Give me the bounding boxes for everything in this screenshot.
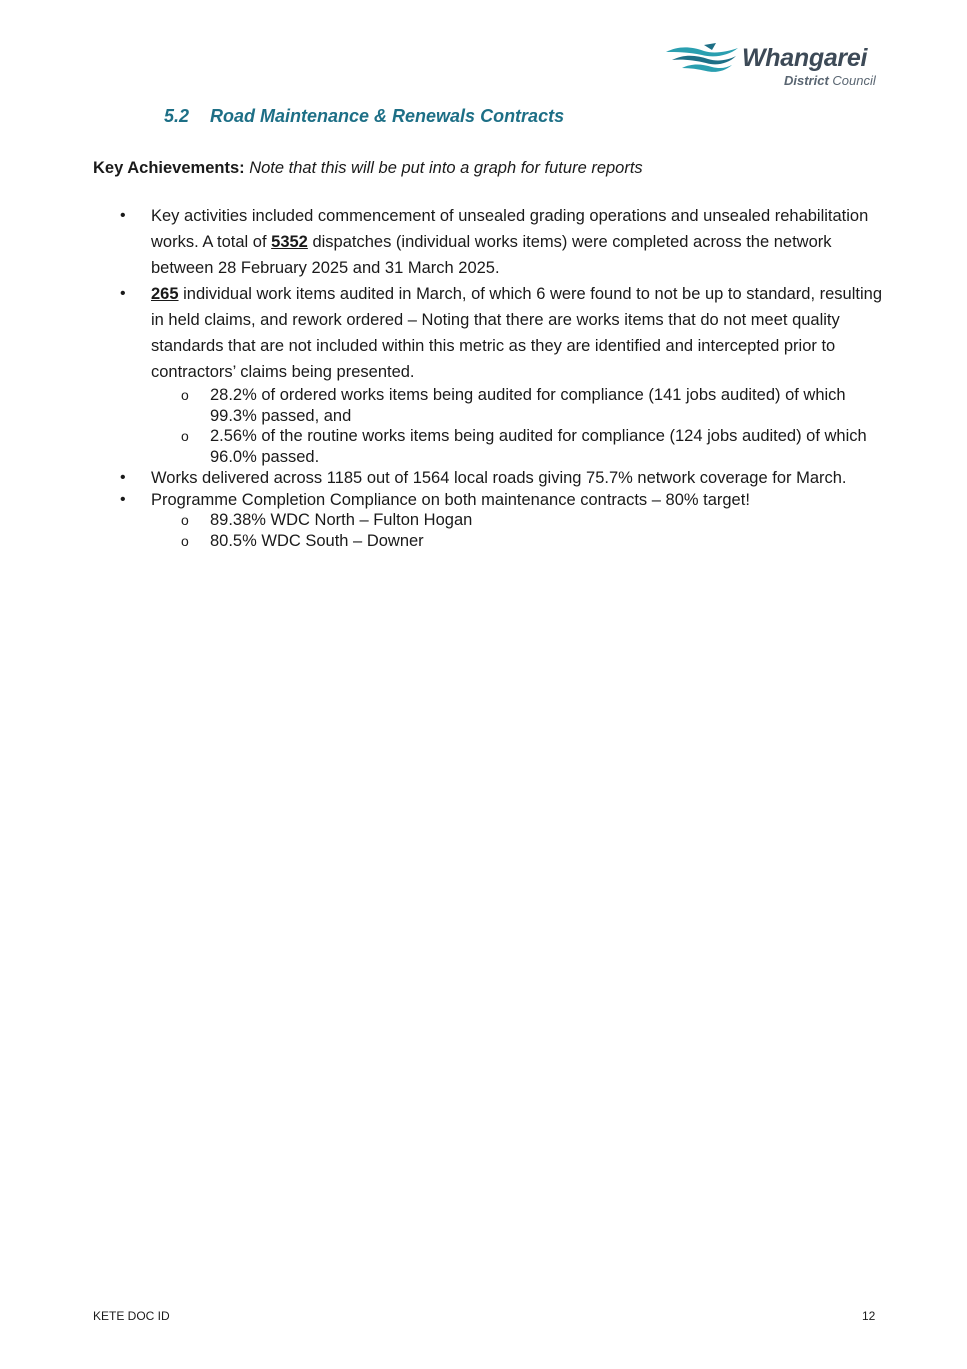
achievements-list bbox=[93, 203, 883, 551]
wave-logo-icon bbox=[664, 42, 740, 74]
item-text-post: individual work items audited in March, of which 6 were found to not be up to standard, resulting in held claims, and rework ordered – Noting that there are works items that do not meet quality standards that are not included within this metric as they are identified and intercepted prior to contractors’ claims being presented. bbox=[151, 285, 883, 381]
audit-count: 265 bbox=[151, 285, 179, 303]
sub-item-text: 2.56% of the routine works items being audited for compliance (124 jobs audited) of which 96.0% passed. bbox=[210, 427, 867, 466]
key-achievements-label: Key Achievements: bbox=[93, 159, 245, 177]
footer-doc-id: KETE DOC ID bbox=[93, 1309, 170, 1323]
bullet-icon: • bbox=[120, 469, 126, 486]
circle-bullet-icon: o bbox=[181, 532, 189, 549]
list-item bbox=[93, 490, 883, 511]
key-achievements-note: Note that this will be put into a graph for future reports bbox=[249, 159, 643, 177]
sub-list-item bbox=[93, 385, 883, 426]
item-text-pre: Key activities included commencement of unsealed grading operations and unsealed rehabilitation works. A total of bbox=[151, 207, 869, 251]
sub-item-text: 28.2% of ordered works items being audited for compliance (141 jobs audited) of which 99.3% passed, and bbox=[210, 386, 846, 425]
section-title: Road Maintenance & Renewals Contracts bbox=[210, 106, 565, 126]
logo-sub-bold: District bbox=[784, 73, 829, 88]
sub-item-text: 80.5% WDC South – Downer bbox=[210, 531, 424, 550]
logo-wordmark: Whangarei bbox=[742, 44, 868, 72]
dispatch-count: 5352 bbox=[271, 233, 308, 251]
bullet-icon: • bbox=[120, 207, 126, 224]
key-achievements-line bbox=[93, 159, 643, 178]
section-number: 5.2 bbox=[164, 106, 190, 126]
sub-list-item bbox=[93, 531, 883, 552]
list-item bbox=[93, 281, 883, 385]
sub-item-text: 89.38% WDC North – Fulton Hogan bbox=[210, 511, 473, 529]
council-logo bbox=[664, 40, 884, 92]
sub-list-item bbox=[93, 510, 883, 531]
sub-list-item bbox=[93, 426, 883, 467]
item-text: Programme Completion Compliance on both maintenance contracts – 80% target! bbox=[151, 490, 750, 509]
section-heading bbox=[164, 106, 564, 127]
item-text-post: dispatches (individual works items) were completed across the network between 28 February 2025 and 31 March 2025. bbox=[151, 233, 832, 277]
logo-subtitle bbox=[784, 73, 876, 88]
bullet-icon: • bbox=[120, 285, 126, 302]
list-item bbox=[93, 203, 883, 281]
circle-bullet-icon: o bbox=[181, 387, 189, 403]
footer-page-number: 12 bbox=[862, 1309, 876, 1323]
list-item bbox=[93, 468, 883, 489]
bullet-icon: • bbox=[120, 490, 126, 508]
item-text: Works delivered across 1185 out of 1564 local roads giving 75.7% network coverage for March. bbox=[151, 469, 847, 487]
circle-bullet-icon: o bbox=[181, 428, 189, 444]
logo-sub-regular: Council bbox=[832, 73, 876, 88]
circle-bullet-icon: o bbox=[181, 512, 189, 528]
